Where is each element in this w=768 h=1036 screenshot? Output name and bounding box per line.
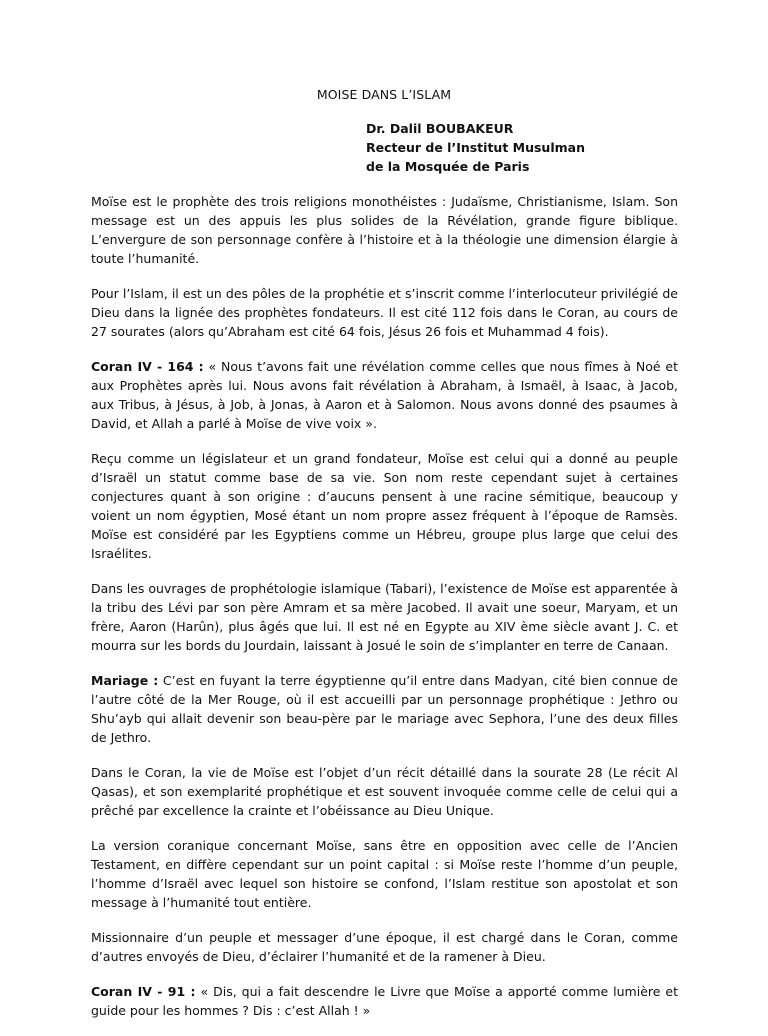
paragraph-text: Pour l’Islam, il est un des pôles de la prophétie et s’inscrit comme l’interlocuteur privilégié de Dieu dans la lignée des prophètes fondateurs. Il est cité 112 fois dans le Coran, au cours de 27 sourates (alors qu’Abraham est cité 64 fois, Jésus 26 fois et Muhammad 4 fois). <box>91 286 678 339</box>
author-role-line-2: de la Mosquée de Paris <box>366 159 530 174</box>
paragraph-text: Moïse est le prophète des trois religions monothéistes : Judaïsme, Christianisme, Islam. Son message est un des appuis les plus solides de la Révélation, grande figure biblique. L’envergure de son personnage confère à l’histoire et à la théologie une dimension élargie à toute l’humanité. <box>91 194 678 266</box>
paragraph-text: La version coranique concernant Moïse, sans être en opposition avec celle de l’Ancien Testament, en diffère cependant sur un point capital : si Moïse reste l’homme d’un peuple, l’homme d’Israël avec lequel son histoire se confond, l’Islam restitue son apostolat et son message à l’humanité tout entière. <box>91 838 678 910</box>
paragraph-text: « Nous t’avons fait une révélation comme celles que nous fîmes à Noé et aux Prophètes après lui. Nous avons fait révélation à Abraham, à Ismaël, à Isaac, à Jacob, aux Tribus, à Jésus, à Job, à Jonas, à Aaron et à Salomon. Nous avons donné des psaumes à David, et Allah a parlé à Moïse de vive voix ». <box>91 359 678 431</box>
paragraph-10 <box>91 982 678 1020</box>
author-role-line-1: Recteur de l’Institut Musulman <box>366 140 585 155</box>
author-block <box>366 119 585 176</box>
paragraph-9 <box>91 928 678 966</box>
paragraph-text: Dans le Coran, la vie de Moïse est l’objet d’un récit détaillé dans la sourate 28 (Le récit Al Qasas), et son exemplarité prophétique et est souvent invoquée comme celle de celui qui a prêché par excellence la crainte et l’obéissance au Dieu Unique. <box>91 765 678 818</box>
paragraph-1 <box>91 192 678 268</box>
paragraph-8 <box>91 836 678 912</box>
section-label-mariage: Mariage : <box>91 673 159 688</box>
paragraph-7 <box>91 763 678 820</box>
author-name: Dr. Dalil BOUBAKEUR <box>366 121 514 136</box>
paragraph-text: Dans les ouvrages de prophétologie islamique (Tabari), l’existence de Moïse est apparentée à la tribu des Lévi par son père Amram et sa mère Jacobed. Il avait une soeur, Maryam, et un frère, Aaron (Harûn), plus âgés que lui. Il est né en Egypte au XIV ème siècle avant J. C. et mourra sur les bords du Jourdain, laissant à Josué le soin de s’implanter en terre de Canaan. <box>91 581 678 653</box>
document-body <box>91 192 678 1036</box>
paragraph-text: « Dis, qui a fait descendre le Livre que Moïse a apporté comme lumière et guide pour les hommes ? Dis : c’est Allah ! » <box>91 984 679 1018</box>
paragraph-text: Reçu comme un législateur et un grand fondateur, Moïse est celui qui a donné au peuple d’Israël un statut comme base de sa vie. Son nom reste cependant sujet à certaines conjectures quant à son origine : d’aucuns pensent à une racine sémitique, beaucoup y voient un nom égyptien, Mosé étant un nom propre assez fréquent à l’époque de Ramsès. Moïse est considéré par les Egyptiens comme un Hébreu, groupe plus large que celui des Israélites. <box>91 451 678 561</box>
quran-reference: Coran IV - 91 : <box>91 984 196 999</box>
paragraph-5 <box>91 579 678 655</box>
paragraph-text: C’est en fuyant la terre égyptienne qu’il entre dans Madyan, cité bien connue de l’autre côté de la Mer Rouge, où il est accueilli par un personnage prophétique : Jethro ou Shu’ayb qui allait devenir son beau-père par le mariage avec Sephora, l’une des deux filles de Jethro. <box>91 673 678 745</box>
document-title: MOISE DANS L’ISLAM <box>316 87 452 102</box>
paragraph-6 <box>91 671 678 747</box>
paragraph-2 <box>91 284 678 341</box>
paragraph-4 <box>91 449 678 563</box>
quran-reference: Coran IV - 164 : <box>91 359 204 374</box>
paragraph-3 <box>91 357 678 433</box>
paragraph-text: Missionnaire d’un peuple et messager d’une époque, il est chargé dans le Coran, comme d’autres envoyés de Dieu, d’éclairer l’humanité et de la ramener à Dieu. <box>91 930 678 964</box>
